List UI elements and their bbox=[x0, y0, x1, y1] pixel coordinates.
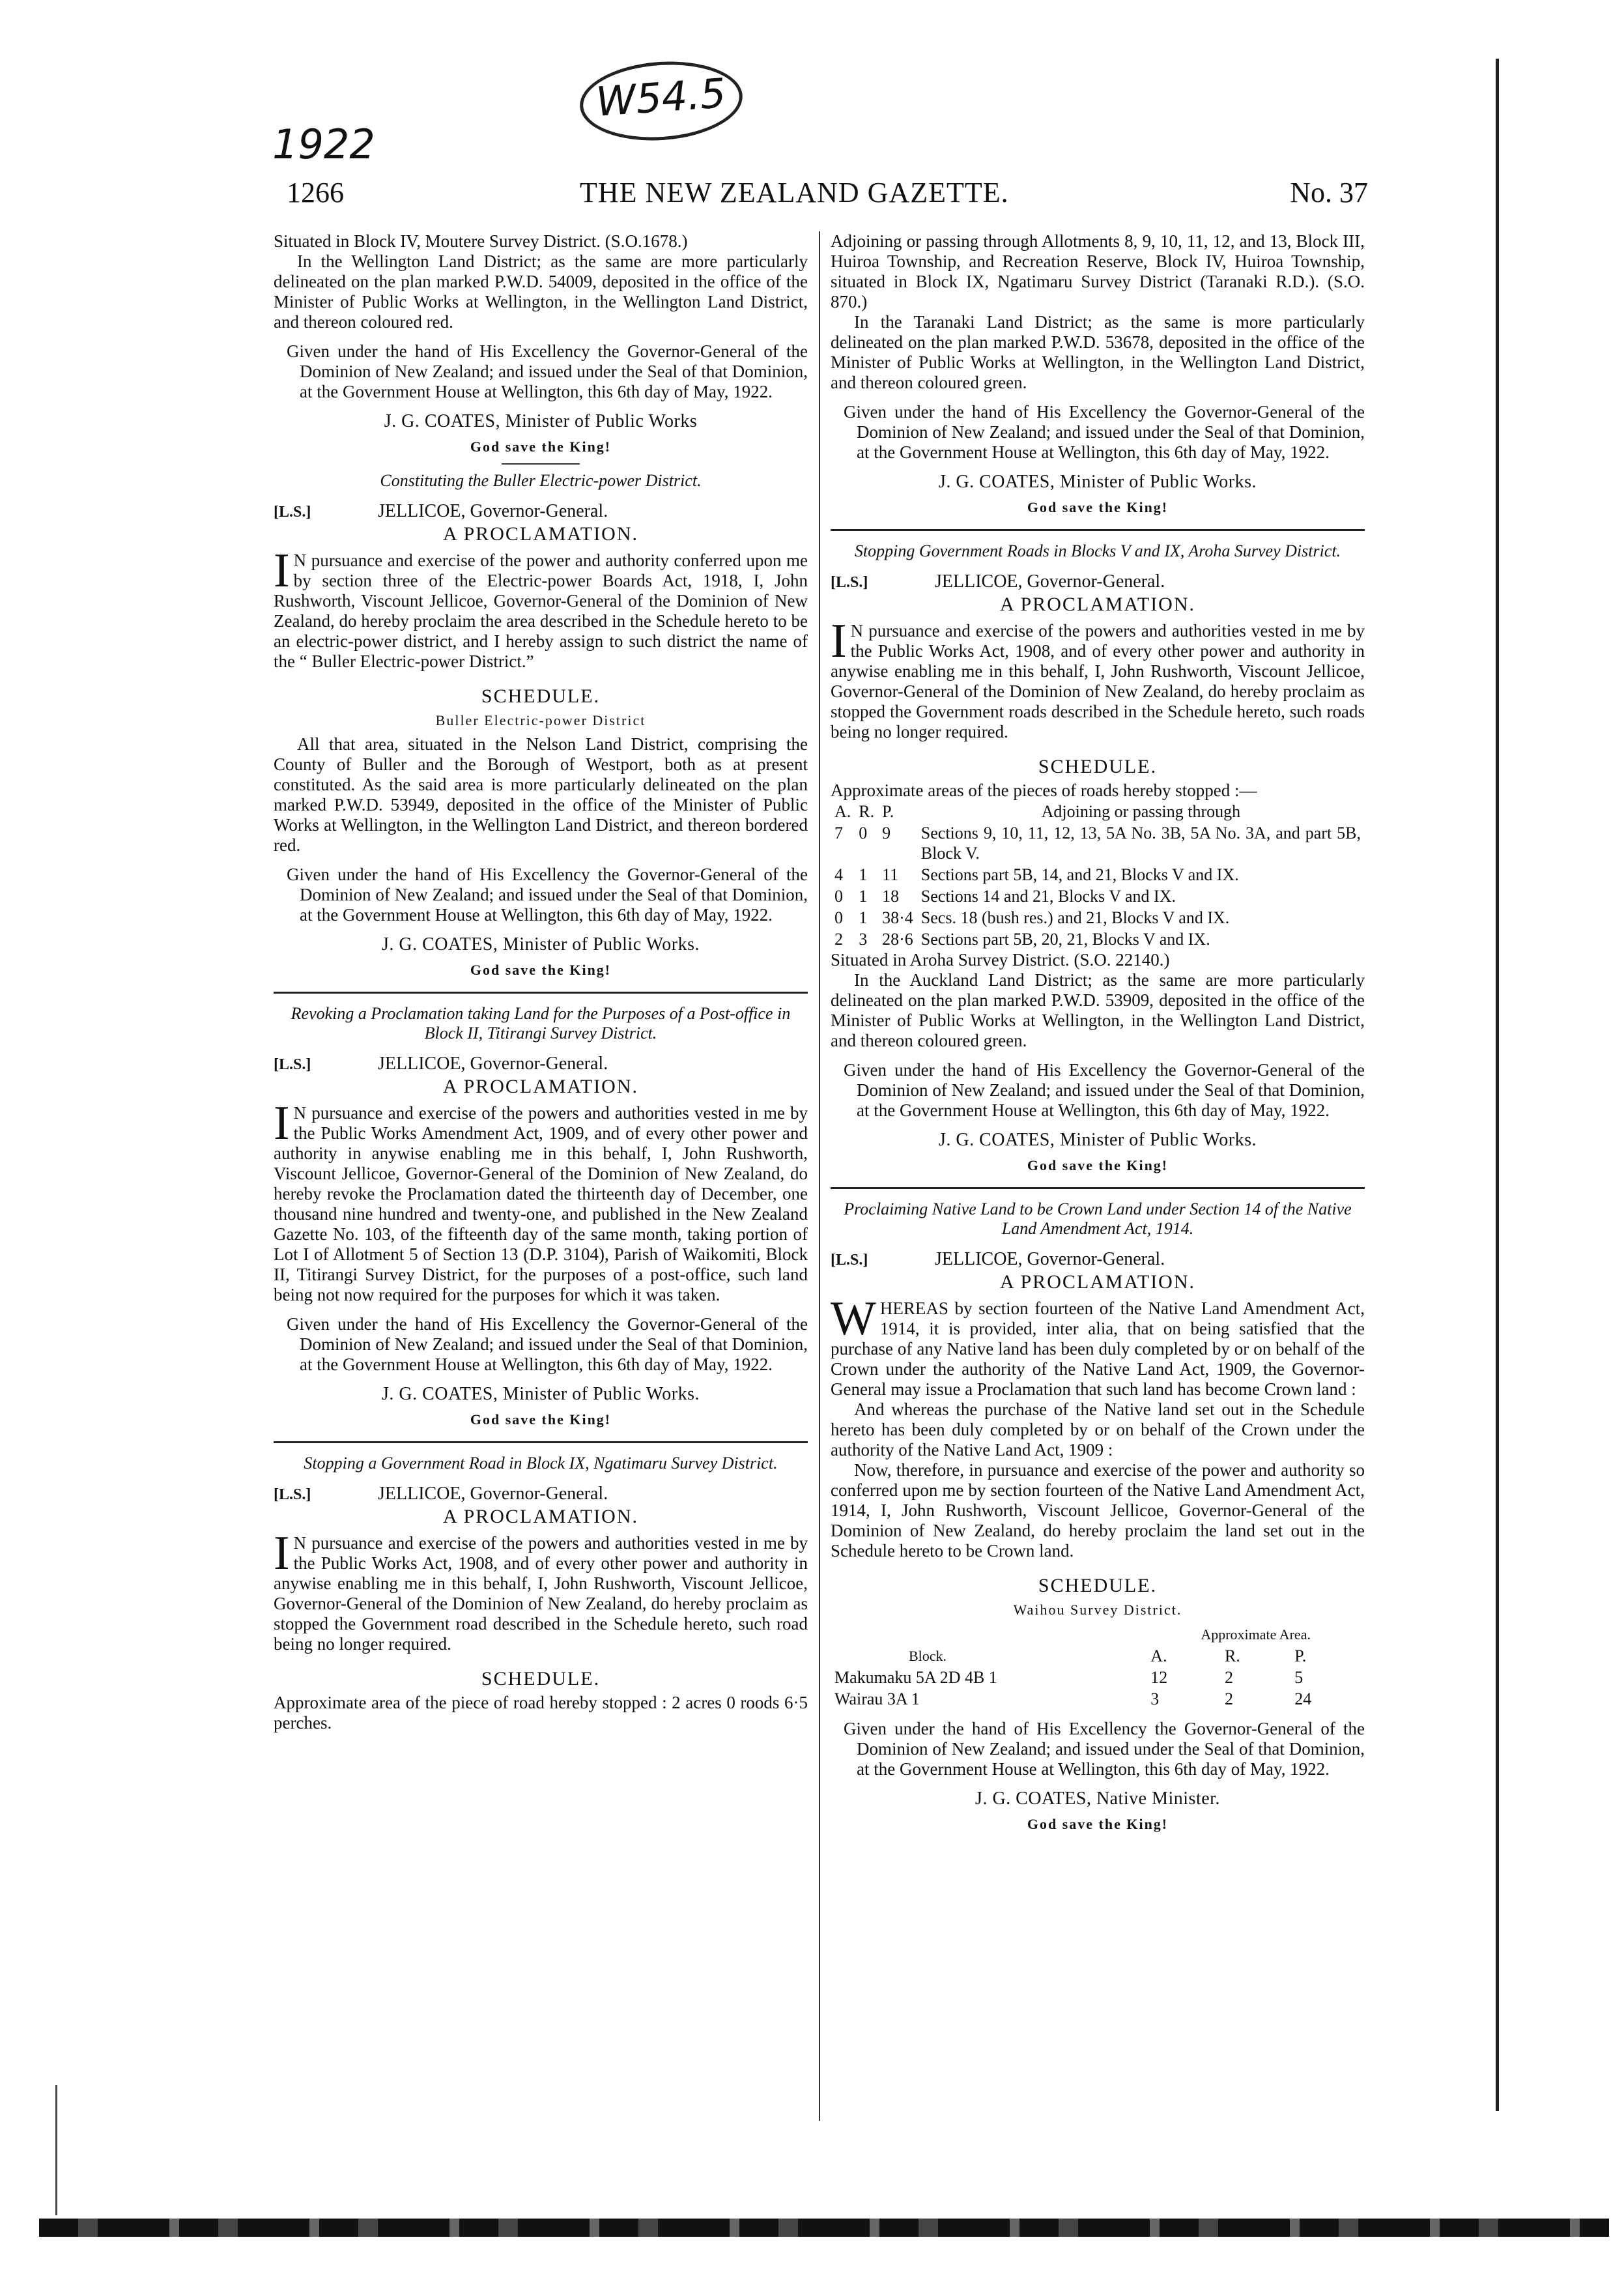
table-cell: 0 bbox=[834, 887, 843, 906]
proclamation-title: A PROCLAMATION. bbox=[999, 1271, 1196, 1293]
signature: J. G. COATES, Minister of Public Works. bbox=[381, 934, 700, 955]
table-row bbox=[831, 907, 1365, 928]
column-header: Approximate Area. bbox=[1201, 1626, 1311, 1643]
given-under-hand: Given under the hand of His Excellency the Governor-General of the Dominion of New Zealand; and issued under the Seal of that Dominion, at the Government House at Wellington, this 6th day of May, 1922. bbox=[287, 865, 808, 925]
section-rule bbox=[274, 1441, 808, 1443]
governor-general: JELLICOE, Governor-General. bbox=[935, 1249, 1165, 1269]
continued-text: Situated in Block IV, Moutere Survey District. (S.O.1678.) bbox=[274, 231, 688, 251]
table-row bbox=[831, 1667, 1365, 1688]
schedule-text: Approximate area of the piece of road hereby stopped : 2 acres 0 roods 6·5 perches. bbox=[274, 1693, 808, 1732]
seal-mark: [L.S.] bbox=[274, 504, 311, 521]
notice-heading: Constituting the Buller Electric-power District. bbox=[380, 471, 702, 490]
schedule-text: In the Auckland Land District; as the same are more particularly delineated on the plan marked P.W.D. 53909, deposited in the office of the Minister of Public Works at Wellington, in the Wellington Land District, and thereon coloured green. bbox=[831, 970, 1365, 1050]
table-row bbox=[831, 885, 1365, 907]
seal-mark: [L.S.] bbox=[274, 1486, 311, 1503]
seal-line bbox=[274, 1054, 808, 1075]
continued-text: In the Wellington Land District; as the same are more particularly delineated on the plan marked P.W.D. 54009, deposited in the office of the Minister of Public Works at Wellington, in the Wellington Land District, and thereon coloured red. bbox=[274, 251, 808, 332]
table-cell: 18 bbox=[882, 887, 900, 906]
table-cell: Sections 9, 10, 11, 12, 13, 5A No. 3B, 5A No. 3A, and part 5B, Block V. bbox=[920, 824, 1361, 863]
table-row bbox=[831, 928, 1365, 950]
table-cell: 3 bbox=[859, 930, 868, 949]
table-cell: Wairau 3A 1 bbox=[834, 1689, 920, 1708]
signature: J. G. COATES, Minister of Public Works. bbox=[938, 472, 1257, 492]
column-divider bbox=[819, 231, 820, 2121]
god-save-the-king: God save the King! bbox=[1027, 1157, 1169, 1173]
page-number: 1266 bbox=[287, 177, 344, 208]
signature: J. G. COATES, Minister of Public Works bbox=[384, 411, 698, 431]
column-header: A. bbox=[1150, 1646, 1167, 1665]
given-under-hand: Given under the hand of His Excellency the Governor-General of the Dominion of New Zealand; and issued under the Seal of that Dominion, at the Government House at Wellington, this 6th day of May, 1922. bbox=[844, 1060, 1365, 1120]
table-cell: Secs. 18 (bush res.) and 21, Blocks V and IX. bbox=[920, 908, 1230, 927]
governor-general: JELLICOE, Governor-General. bbox=[378, 501, 608, 521]
given-under-hand: Given under the hand of His Excellency the Governor-General of the Dominion of New Zealand; and issued under the Seal of that Dominion, at the Government House at Wellington, this 6th day of May, 1922. bbox=[844, 1719, 1365, 1779]
seal-line bbox=[274, 501, 808, 523]
section-rule bbox=[274, 992, 808, 994]
schedule-title: SCHEDULE. bbox=[481, 685, 601, 707]
native-land-table bbox=[831, 1624, 1365, 1710]
notice-heading: Stopping Government Roads in Blocks V and IX, Aroha Survey District. bbox=[854, 541, 1341, 560]
proclamation-body: Now, therefore, in pursuance and exercise of the power and authority so conferred upon me by section fourteen of the Native Land Amendment Act, 1914, I, John Rushworth, Viscount Jellicoe, Governor-General of the Dominion of New Zealand, do hereby proclaim the land set out in the Schedule hereto to be Crown land. bbox=[831, 1460, 1365, 1560]
given-under-hand: Given under the hand of His Excellency the Governor-General of the Dominion of New Zealand; and issued under the Seal of that Dominion, at the Government House at Wellington, this 6th day of May, 1922. bbox=[287, 1314, 808, 1374]
column-header: P. bbox=[1294, 1646, 1307, 1665]
margin-mark bbox=[55, 2085, 57, 2215]
table-cell: 1 bbox=[859, 887, 868, 906]
archive-stamp: W54.5 bbox=[577, 56, 745, 145]
right-column bbox=[831, 231, 1365, 1841]
signature: J. G. COATES, Minister of Public Works. bbox=[938, 1130, 1257, 1150]
page-edge-line bbox=[1496, 59, 1499, 2111]
proclamation-title: A PROCLAMATION. bbox=[442, 1506, 639, 1527]
seal-mark: [L.S.] bbox=[274, 1056, 311, 1073]
column-header: P. bbox=[882, 802, 894, 821]
short-rule bbox=[502, 463, 580, 465]
god-save-the-king: God save the King! bbox=[470, 438, 612, 455]
table-row bbox=[831, 864, 1365, 885]
table-cell: 1 bbox=[859, 908, 868, 927]
proclamation-body: IN pursuance and exercise of the power and authority conferred upon me by section three of the Electric-power Boards Act, 1918, I, John Rushworth, Viscount Jellicoe, Governor-General of the Dominion of New Zealand, do hereby proclaim the area described in the Schedule hereto to be an electric-power district, and I hereby assign to such district the name of the “ Buller Electric-power District.” bbox=[274, 544, 808, 671]
seal-line bbox=[831, 571, 1365, 593]
god-save-the-king: God save the King! bbox=[470, 962, 612, 978]
governor-general: JELLICOE, Governor-General. bbox=[378, 1054, 608, 1074]
column-header: Adjoining or passing through bbox=[1041, 802, 1241, 821]
schedule-title: SCHEDULE. bbox=[481, 1668, 601, 1689]
table-cell: 12 bbox=[1150, 1668, 1168, 1687]
column-header bbox=[831, 1624, 1147, 1645]
governor-general: JELLICOE, Governor-General. bbox=[378, 1484, 608, 1504]
column-header: Block. bbox=[909, 1648, 947, 1664]
schedule-subtitle: Buller Electric-power District bbox=[435, 712, 646, 728]
given-under-hand: Given under the hand of His Excellency the Governor-General of the Dominion of New Zealand; and issued under the Seal of that Dominion, at the Government House at Wellington, this 6th day of May, 1922. bbox=[844, 402, 1365, 462]
notice-heading: Proclaiming Native Land to be Crown Land under Section 14 of the Native Land Amendment Act, 1914. bbox=[844, 1200, 1352, 1238]
table-cell: 7 bbox=[834, 824, 843, 842]
schedule-title: SCHEDULE. bbox=[1038, 1575, 1158, 1596]
table-cell: 24 bbox=[1294, 1689, 1312, 1708]
proclamation-title: A PROCLAMATION. bbox=[442, 1076, 639, 1097]
section-rule bbox=[831, 1187, 1365, 1189]
governor-general: JELLICOE, Governor-General. bbox=[935, 571, 1165, 592]
seal-line bbox=[831, 1249, 1365, 1271]
left-column bbox=[274, 231, 808, 1733]
god-save-the-king: God save the King! bbox=[470, 1411, 612, 1428]
column-header: R. bbox=[859, 802, 875, 821]
table-cell: 2 bbox=[834, 930, 843, 949]
table-cell: 3 bbox=[1150, 1689, 1160, 1708]
continued-text: Adjoining or passing through Allotments 8, 9, 10, 11, 12, and 13, Block III, Huiroa Township, and Recreation Reserve, Block IV, Huiroa Township, situated in Block IX, Ngatimaru Survey District (Taranaki R.D.). (S.O. 870.) bbox=[831, 231, 1365, 311]
table-cell: 5 bbox=[1294, 1668, 1303, 1687]
given-under-hand: Given under the hand of His Excellency the Governor-General of the Dominion of New Zealand; and issued under the Seal of that Dominion, at the Government House at Wellington, this 6th day of May, 1922. bbox=[287, 341, 808, 401]
proclamation-title: A PROCLAMATION. bbox=[442, 523, 639, 545]
issue-number: No. 37 bbox=[1290, 177, 1368, 208]
table-cell: 38·4 bbox=[882, 908, 913, 927]
roads-table bbox=[831, 801, 1365, 950]
notice-heading: Revoking a Proclamation taking Land for the Purposes of a Post-office in Block II, Titirangi Survey District. bbox=[291, 1004, 791, 1042]
table-cell: Sections part 5B, 14, and 21, Blocks V and IX. bbox=[920, 865, 1239, 884]
column-header: R. bbox=[1225, 1646, 1240, 1665]
situated-line: Situated in Aroha Survey District. (S.O. 22140.) bbox=[831, 950, 1170, 970]
column-header: A. bbox=[834, 802, 851, 821]
section-rule bbox=[831, 529, 1365, 531]
table-row bbox=[831, 1688, 1365, 1710]
table-cell: 11 bbox=[882, 865, 899, 884]
table-cell: Sections part 5B, 20, 21, Blocks V and IX. bbox=[920, 930, 1210, 949]
schedule-text: All that area, situated in the Nelson Land District, comprising the County of Buller and the Borough of Westport, both as at present constituted. As the said area is more particularly delineated on the plan marked P.W.D. 53949, deposited in the office of the Minister of Public Works at Wellington, in the Wellington Land District, and thereon bordered red. bbox=[274, 734, 808, 855]
gazette-title: THE NEW ZEALAND GAZETTE. bbox=[580, 177, 1009, 208]
table-cell: 9 bbox=[882, 824, 891, 842]
table-header-row bbox=[831, 1624, 1365, 1645]
table-cell: 4 bbox=[834, 865, 843, 884]
table-cell: 2 bbox=[1225, 1668, 1233, 1687]
schedule-subtitle: Waihou Survey District. bbox=[1013, 1602, 1182, 1618]
year-note: 1922 bbox=[272, 121, 375, 168]
table-row bbox=[831, 822, 1365, 864]
proclamation-body: IN pursuance and exercise of the powers and authorities vested in me by the Public Works Act, 1908, and of every other power and authority in anywise enabling me in this behalf, I, John Rushworth, Viscount Jellicoe, Governor-General of the Dominion of New Zealand, do hereby proclaim as stopped the Government road described in the Schedule hereto, such road being no longer required. bbox=[274, 1527, 808, 1654]
seal-mark: [L.S.] bbox=[831, 574, 868, 591]
page-header bbox=[287, 176, 1368, 222]
proclamation-body: And whereas the purchase of the Native land set out in the Schedule hereto has been duly completed by or on behalf of the Crown under the authority of the Native Land Act, 1909 : bbox=[831, 1400, 1365, 1459]
proclamation-body: IN pursuance and exercise of the powers and authorities vested in me by the Public Works Amendment Act, 1909, and of every other power and authority in anywise enabling me in this behalf, I, John Rushworth, Viscount Jellicoe, Governor-General of the Dominion of New Zealand, do hereby revoke the Proclamation dated the thirteenth day of December, one thousand nine hundred and twenty-one, and published in the New Zealand Gazette No. 103, of the fifteenth day of the same month, taking portion of Lot I of Allotment 5 of Section 13 (D.P. 3104), Parish of Waikomiti, Block II, Titirangi Survey District, for the purposes of a post-office, such land being not now required for the purposes for which it was taken. bbox=[274, 1097, 808, 1304]
table-cell: 0 bbox=[834, 908, 843, 927]
table-cell: 28·6 bbox=[882, 930, 913, 949]
table-cell: Makumaku 5A 2D 4B 1 bbox=[834, 1668, 997, 1687]
signature: J. G. COATES, Native Minister. bbox=[975, 1789, 1220, 1809]
seal-mark: [L.S.] bbox=[831, 1252, 868, 1269]
scan-edge-bar bbox=[39, 2219, 1609, 2237]
proclamation-body: IN pursuance and exercise of the powers and authorities vested in me by the Public Works Act, 1908, and of every other power and authority in anywise enabling me in this behalf, I, John Rushworth, Viscount Jellicoe, Governor-General of the Dominion of New Zealand, do hereby proclaim as stopped the Government roads described in the Schedule hereto, such roads being no longer required. bbox=[831, 614, 1365, 741]
notice-heading: Stopping a Government Road in Block IX, Ngatimaru Survey District. bbox=[304, 1454, 778, 1473]
god-save-the-king: God save the King! bbox=[1027, 499, 1169, 515]
signature: J. G. COATES, Minister of Public Works. bbox=[381, 1384, 700, 1404]
continued-text: In the Taranaki Land District; as the same is more particularly delineated on the plan marked P.W.D. 53678, deposited in the office of the Minister of Public Works at Wellington, in the Wellington Land District, and thereon coloured green. bbox=[831, 312, 1365, 392]
schedule-subtitle: Approximate areas of the pieces of roads hereby stopped :— bbox=[831, 781, 1257, 800]
schedule-title: SCHEDULE. bbox=[1038, 756, 1158, 777]
table-cell: Sections 14 and 21, Blocks V and IX. bbox=[920, 887, 1176, 906]
table-header-row bbox=[831, 801, 1365, 822]
proclamation-title: A PROCLAMATION. bbox=[999, 594, 1196, 615]
proclamation-body: WHEREAS by section fourteen of the Native Land Amendment Act, 1914, it is provided, inter alia, that on being satisfied that the purchase of any Native land has been duly completed by or on behalf of the Crown under the authority of the Native Land Act, 1909, the Governor-General may issue a Proclamation that such land has become Crown land : bbox=[831, 1292, 1365, 1399]
table-cell: 1 bbox=[859, 865, 868, 884]
table-header-row bbox=[831, 1645, 1365, 1667]
table-cell: 0 bbox=[859, 824, 868, 842]
table-cell: 2 bbox=[1225, 1689, 1233, 1708]
seal-line bbox=[274, 1484, 808, 1505]
god-save-the-king: God save the King! bbox=[1027, 1816, 1169, 1832]
